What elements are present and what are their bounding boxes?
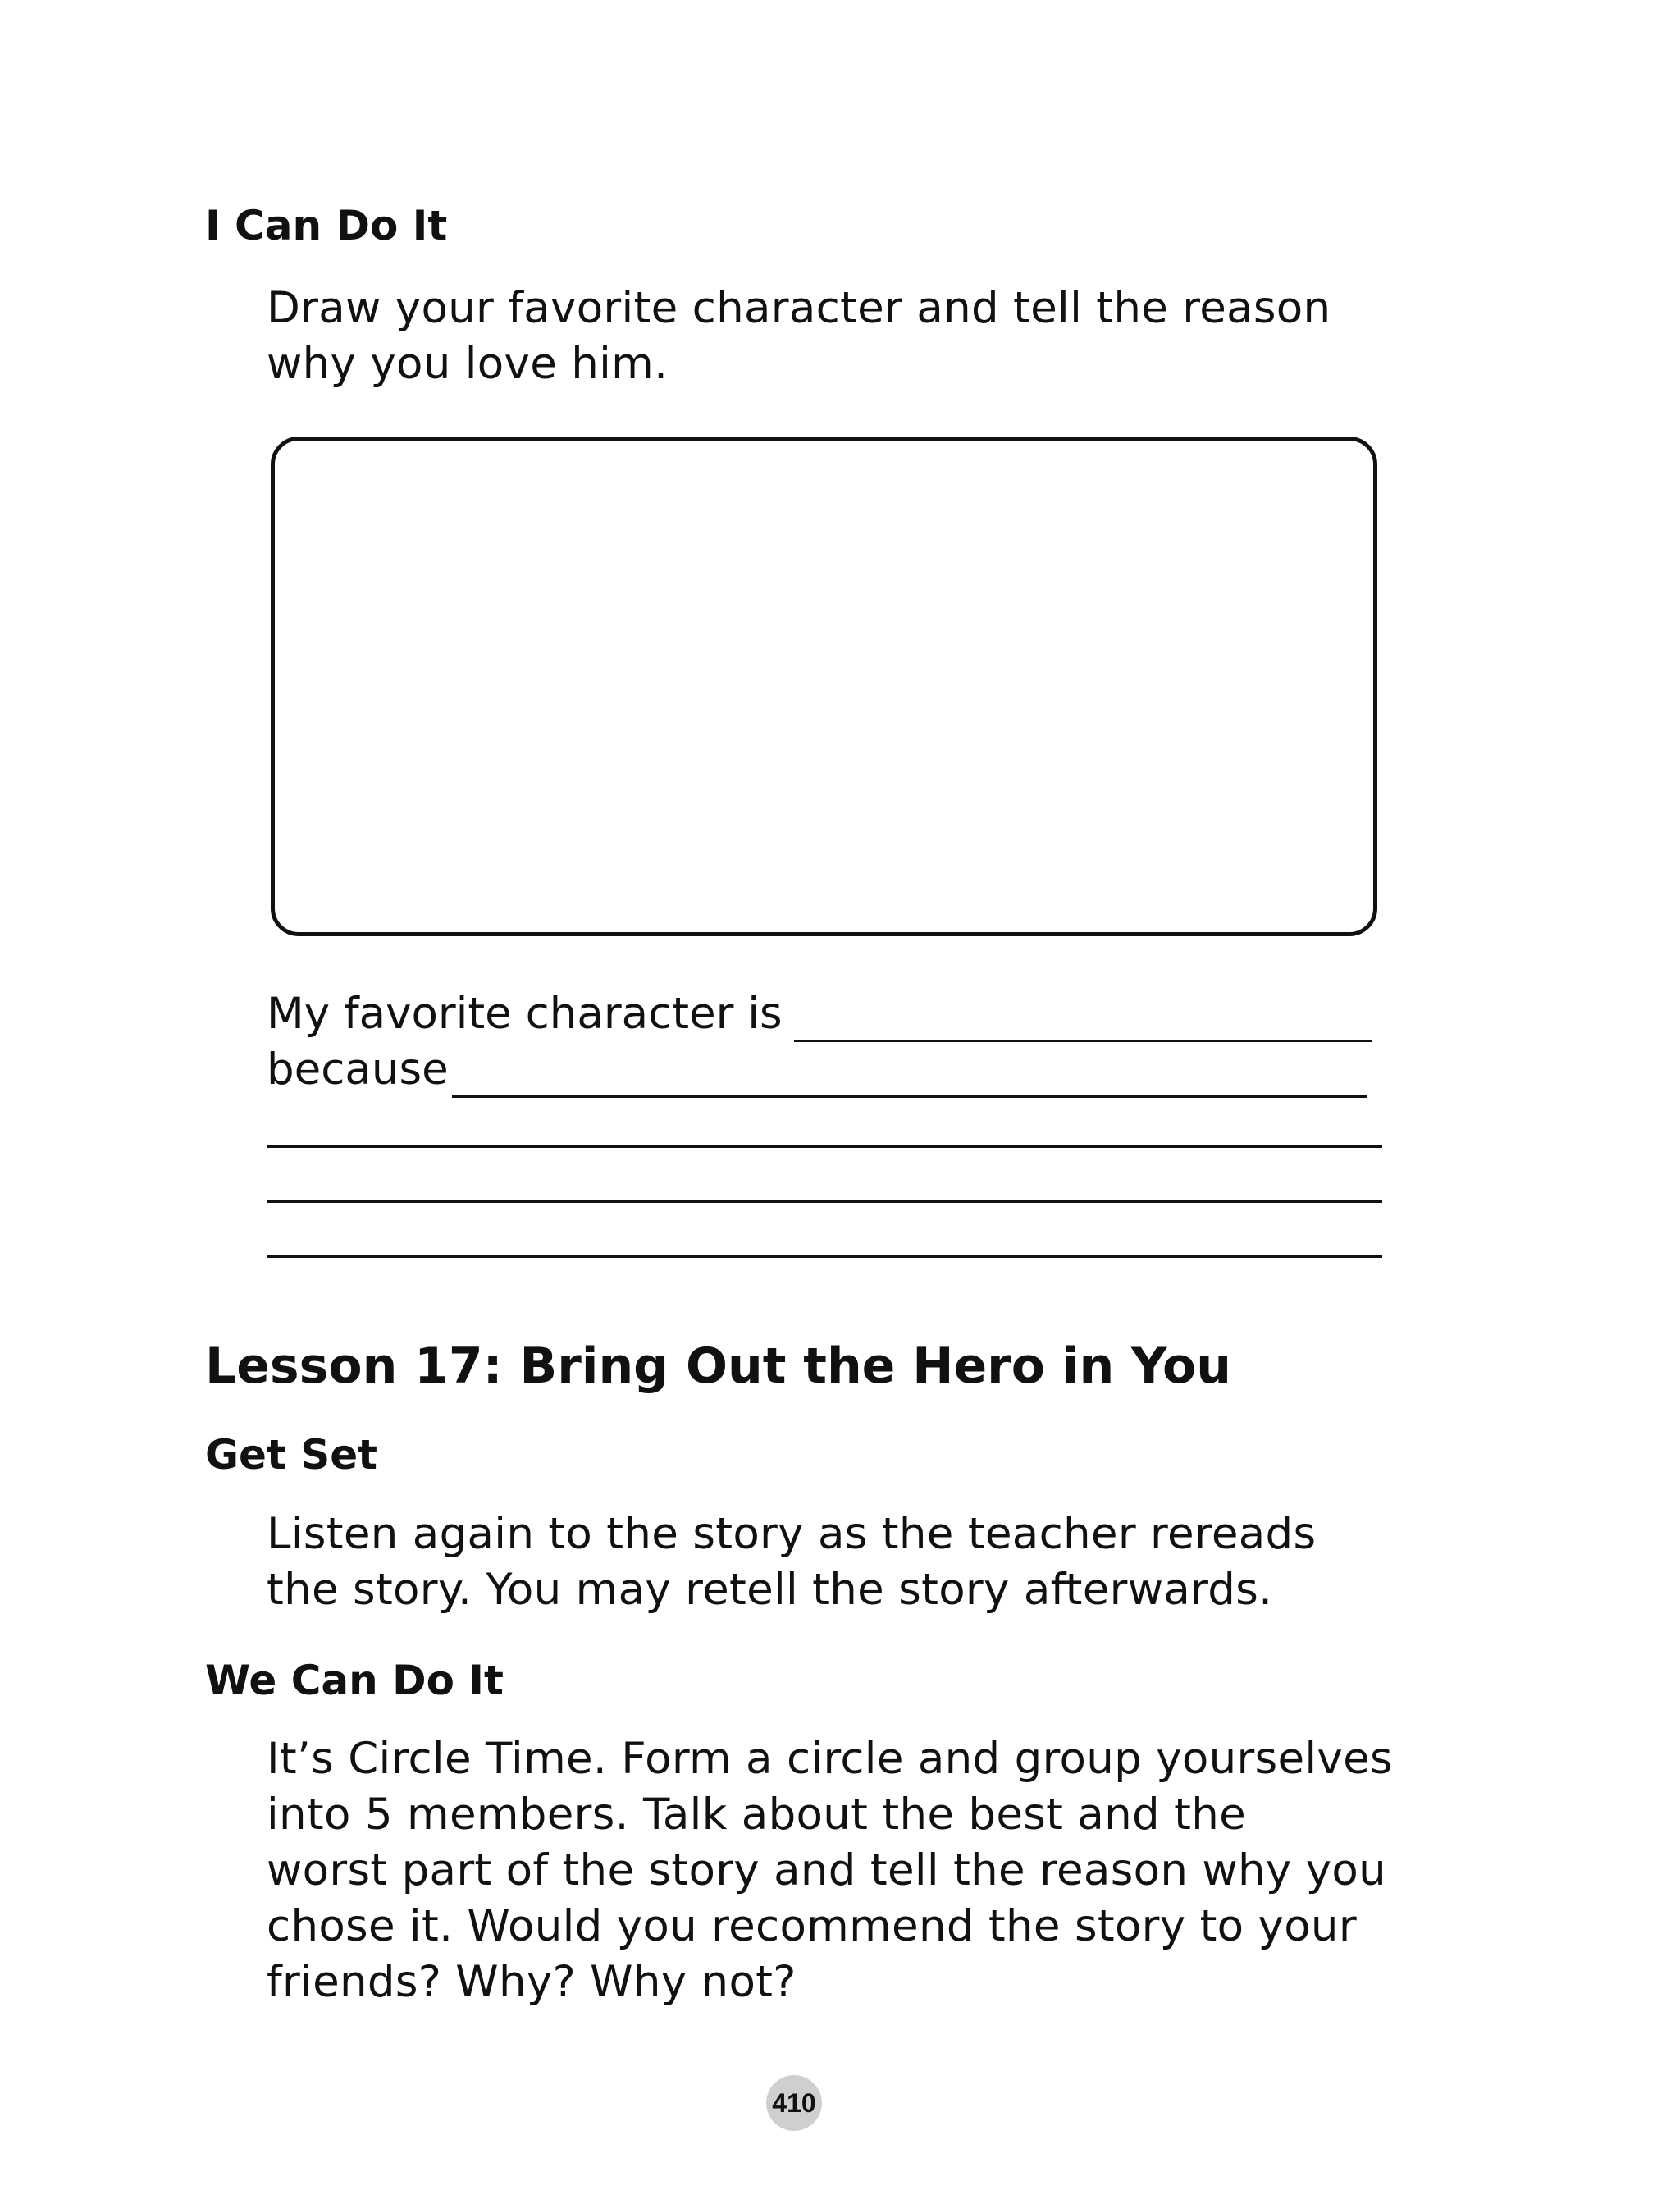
page-number-badge xyxy=(766,2075,822,2131)
page-number: 410 xyxy=(772,2087,816,2118)
section-heading-we-can-do-it: We Can Do It xyxy=(205,1657,504,1704)
we-can-do-it-paragraph xyxy=(267,1731,1415,2010)
paragraph-line: chose it. Would you recommend the story to your xyxy=(267,1901,1357,1951)
instruction-line: Draw your favorite character and tell the reason xyxy=(267,283,1331,333)
favorite-character-row xyxy=(267,986,1372,1042)
paragraph-line: worst part of the story and tell the reason why you xyxy=(267,1845,1387,1895)
lesson-title: Lesson 17: Bring Out the Hero in You xyxy=(205,1337,1231,1395)
section-heading-get-set: Get Set xyxy=(205,1431,378,1479)
section-heading-i-can-do-it: I Can Do It xyxy=(205,202,448,249)
writing-line[interactable] xyxy=(267,1255,1382,1258)
writing-line[interactable] xyxy=(267,1145,1382,1148)
because-prompt: because xyxy=(267,1045,449,1095)
paragraph-line: the story. You may retell the story afterwards. xyxy=(267,1565,1273,1615)
because-blank[interactable] xyxy=(452,1053,1367,1098)
paragraph-line: It’s Circle Time. Form a circle and group yourselves xyxy=(267,1734,1393,1784)
because-row xyxy=(267,1042,1367,1098)
favorite-character-blank[interactable] xyxy=(794,997,1372,1042)
paragraph-line: Listen again to the story as the teacher rereads xyxy=(267,1509,1317,1559)
writing-line[interactable] xyxy=(267,1200,1382,1203)
instruction-line: why you love him. xyxy=(267,339,669,389)
drawing-box[interactable] xyxy=(271,437,1377,936)
get-set-paragraph xyxy=(267,1506,1415,1618)
favorite-character-prompt: My favorite character is xyxy=(267,989,783,1039)
drawing-instruction xyxy=(267,281,1415,392)
paragraph-line: into 5 members. Talk about the best and the xyxy=(267,1790,1247,1840)
paragraph-line: friends? Why? Why not? xyxy=(267,1957,797,2007)
